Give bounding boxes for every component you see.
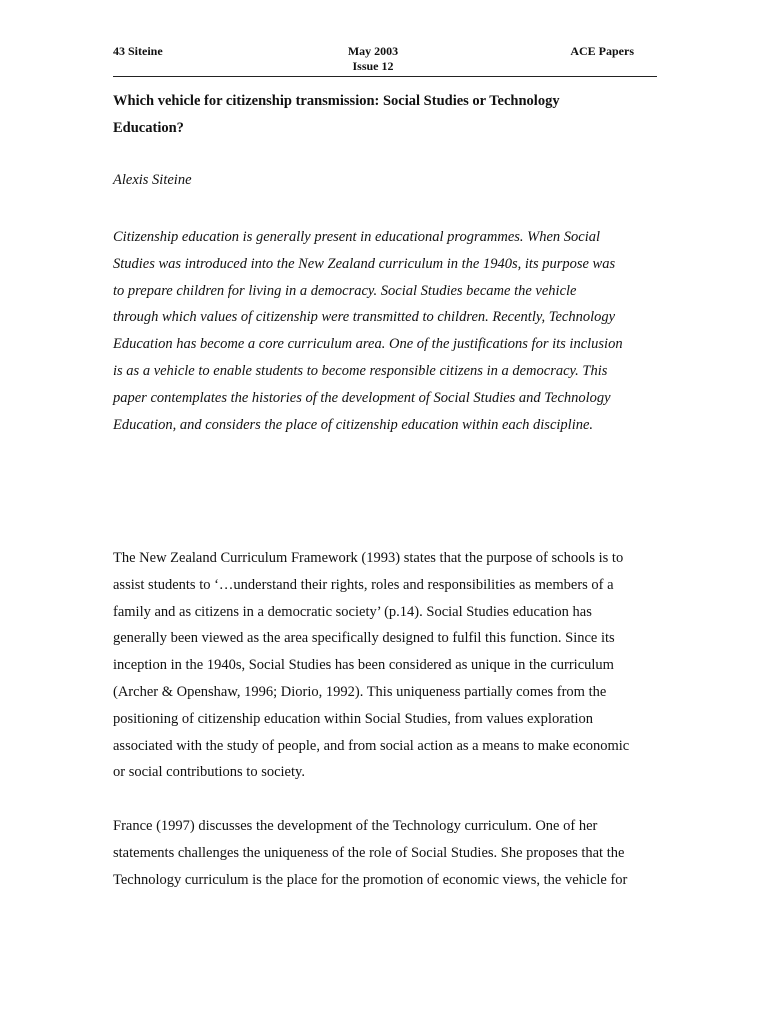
header-author-page: 43 Siteine <box>113 44 163 58</box>
abstract-line: Education has become a core curriculum area. One of the justifications for its inclusion <box>113 336 623 353</box>
paragraph-line: France (1997) discusses the development of the Technology curriculum. One of her <box>113 818 598 834</box>
abstract-line: Citizenship education is generally present in educational programmes. When Social <box>113 229 601 245</box>
paragraph-line: or social contributions to society. <box>113 764 305 781</box>
header-issue-info <box>313 44 433 74</box>
header-journal-name: ACE Papers <box>570 44 634 58</box>
paragraph-line: Technology curriculum is the place for the promotion of economic views, the vehicle for <box>113 871 628 888</box>
abstract-line: Studies was introduced into the New Zealand curriculum in the 1940s, its purpose was <box>113 255 616 272</box>
paragraph-line: statements challenges the uniqueness of the role of Social Studies. She proposes that the <box>113 844 625 861</box>
body-paragraph-2 <box>113 813 658 893</box>
paper-title <box>113 88 633 142</box>
paragraph-line: positioning of citizenship education within Social Studies, from values exploration <box>113 710 594 727</box>
paragraph-line: associated with the study of people, and from social action as a means to make economic <box>113 737 630 754</box>
abstract-line: Education, and considers the place of citizenship education within each discipline. <box>113 416 594 433</box>
title-line: Education? <box>113 119 184 136</box>
title-line: Which vehicle for citizenship transmission: Social Studies or Technology <box>113 93 560 109</box>
abstract-line: paper contemplates the histories of the development of Social Studies and Technology <box>113 389 611 406</box>
abstract-line: to prepare children for living in a democracy. Social Studies became the vehicle <box>113 282 577 299</box>
header-date: May 2003 <box>347 44 399 58</box>
paragraph-line: (Archer & Openshaw, 1996; Diorio, 1992). This uniqueness partially comes from the <box>113 683 607 700</box>
paragraph-line: family and as citizens in a democratic society’ (p.14). Social Studies education has <box>113 603 592 620</box>
abstract-line: through which values of citizenship were transmitted to children. Recently, Technology <box>113 309 616 326</box>
abstract-line: is as a vehicle to enable students to become responsible citizens in a democracy. This <box>113 362 608 379</box>
running-header <box>113 44 657 77</box>
author-name: Alexis Siteine <box>113 172 192 188</box>
body-paragraph-1 <box>113 545 658 786</box>
paragraph-line: inception in the 1940s, Social Studies has been considered as unique in the curriculum <box>113 657 614 674</box>
paragraph-line: The New Zealand Curriculum Framework (1993) states that the purpose of schools is to <box>113 550 624 566</box>
paragraph-line: generally been viewed as the area specifically designed to fulfil this function. Since its <box>113 630 615 647</box>
paragraph-line: assist students to ‘…understand their rights, roles and responsibilities as members of a <box>113 576 614 593</box>
abstract <box>113 224 658 438</box>
header-issue: Issue 12 <box>352 59 394 73</box>
